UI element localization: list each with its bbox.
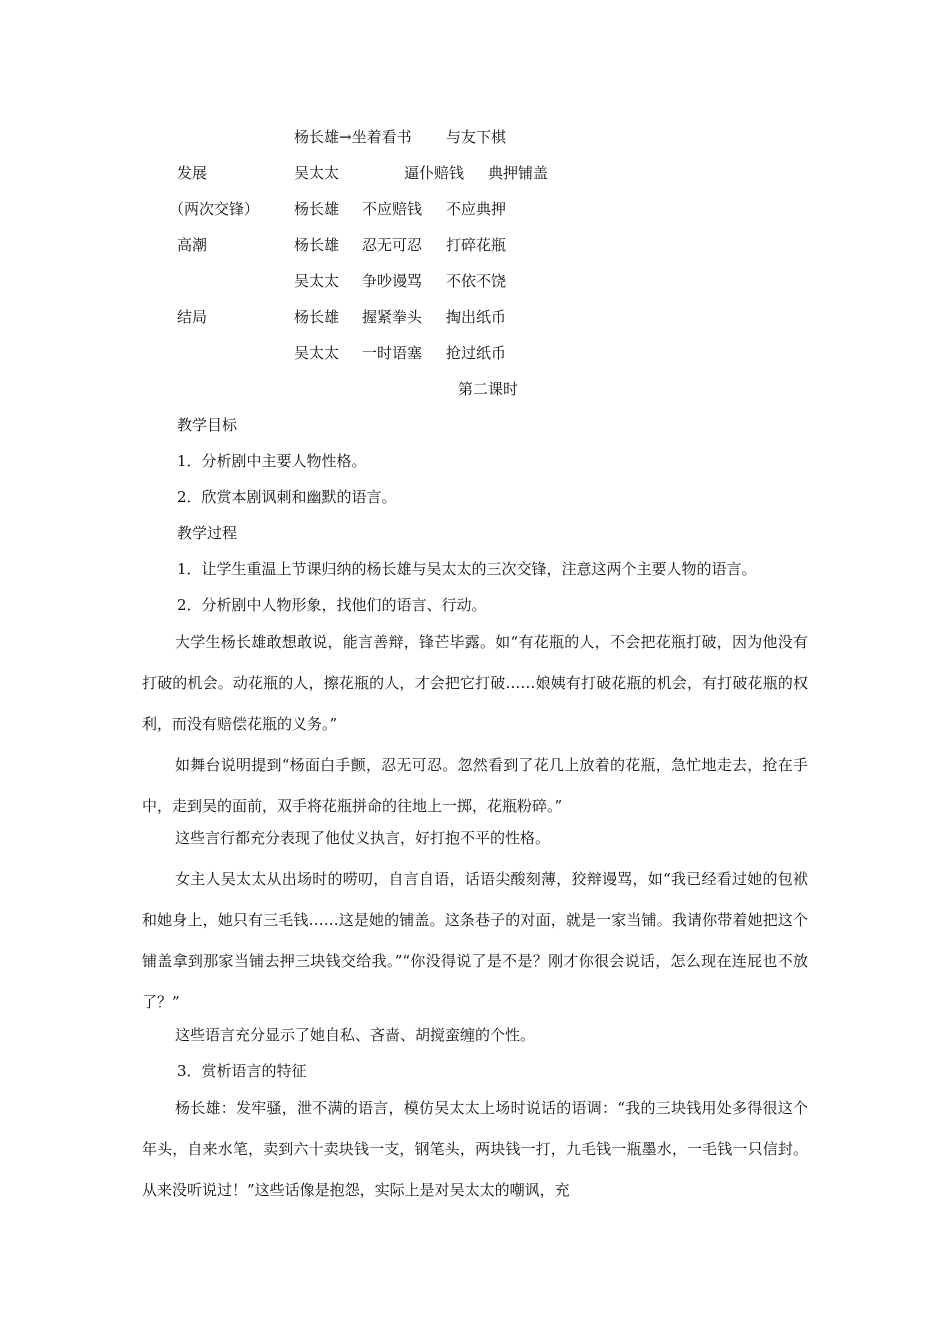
table-action: 典押铺盖 (488, 164, 549, 182)
table-action: 忍无可忍 (362, 236, 423, 254)
table-action: 不应典押 (446, 200, 507, 218)
process-heading: 教学过程 (177, 524, 238, 542)
table-stage: 发展 (177, 164, 208, 182)
process-step: 1．让学生重温上节课归纳的杨长雄与吴太太的三次交锋，注意这两个主要人物的语言。 (177, 560, 757, 578)
table-stage: 高潮 (177, 236, 208, 254)
table-person: 杨长雄 (294, 236, 340, 254)
goals-heading: 教学目标 (177, 416, 238, 434)
process-step: 3．赏析语言的特征 (177, 1062, 307, 1080)
table-action: 握紧拳头 (362, 308, 423, 326)
table-person: 吴太太 (294, 344, 340, 362)
process-step: 2．分析剧中人物形象，找他们的语言、行动。 (177, 596, 487, 614)
table-stage: 结局 (177, 308, 208, 326)
table-action: 与友下棋 (446, 128, 507, 146)
table-person: 杨长雄 (294, 308, 340, 326)
table-stage: （两次交锋） (169, 200, 260, 218)
paragraph: 如舞台说明提到“杨面白手颤，忍无可忍。忽然看到了花几上放着的花瓶，急忙地走去，抢在手中，走到吴的面前，双手将花瓶拼命的往地上一掷，花瓶粉碎。” (142, 756, 808, 815)
table-person: 吴太太 (294, 164, 340, 182)
table-action: 不应赔钱 (362, 200, 423, 218)
lesson-title: 第二课时 (458, 380, 519, 398)
goal-item: 2．欣赏本剧讽刺和幽默的语言。 (177, 488, 397, 506)
paragraph: 这些言行都充分表现了他仗义执言，好打抱不平的性格。 (175, 829, 551, 847)
paragraph: 女主人吴太太从出场时的唠叨，自言自语，话语尖酸刻薄，狡辩谩骂，如“我已经看过她的包袱和她身上，她只有三毛钱……这是她的铺盖。这条巷子的对面，就是一家当铺。我请你带着她把这个铺盖拿到那家当铺去押三块钱交给我。”“你没得说了是不是？刚才你很会说话，怎么现在连屁也不放了？” (142, 870, 808, 1011)
table-action: 争吵谩骂 (362, 272, 423, 290)
paragraph: 大学生杨长雄敢想敢说，能言善辩，锋芒毕露。如“有花瓶的人，不会把花瓶打破，因为他没有打破的机会。动花瓶的人，擦花瓶的人，才会把它打破……娘姨有打破花瓶的机会，有打破花瓶的权利，而没有赔偿花瓶的义务。” (142, 633, 808, 733)
table-action: 不依不饶 (446, 272, 507, 290)
paragraph: 杨长雄：发牢骚，泄不满的语言，模仿吴太太上场时说话的语调：“我的三块钱用处多得很这个年头，自来水笔，卖到六十卖块钱一支，钢笔头，两块钱一打，九毛钱一瓶墨水，一毛钱一只信封。从来没听说过！”这些话像是抱怨，实际上是对吴太太的嘲讽，充 (142, 1099, 808, 1199)
table-action: 打碎花瓶 (446, 236, 507, 254)
table-person: 杨长雄→坐着看书 (294, 128, 412, 146)
table-person: 吴太太 (294, 272, 340, 290)
table-action: 抢过纸币 (446, 344, 507, 362)
table-action: 一时语塞 (362, 344, 423, 362)
table-person: 杨长雄 (294, 200, 340, 218)
paragraph: 这些语言充分显示了她自私、吝啬、胡搅蛮缠的个性。 (175, 1026, 536, 1044)
table-action: 逼仆赔钱 (404, 164, 465, 182)
goal-item: 1．分析剧中主要人物性格。 (177, 452, 367, 470)
table-action: 掏出纸币 (446, 308, 507, 326)
